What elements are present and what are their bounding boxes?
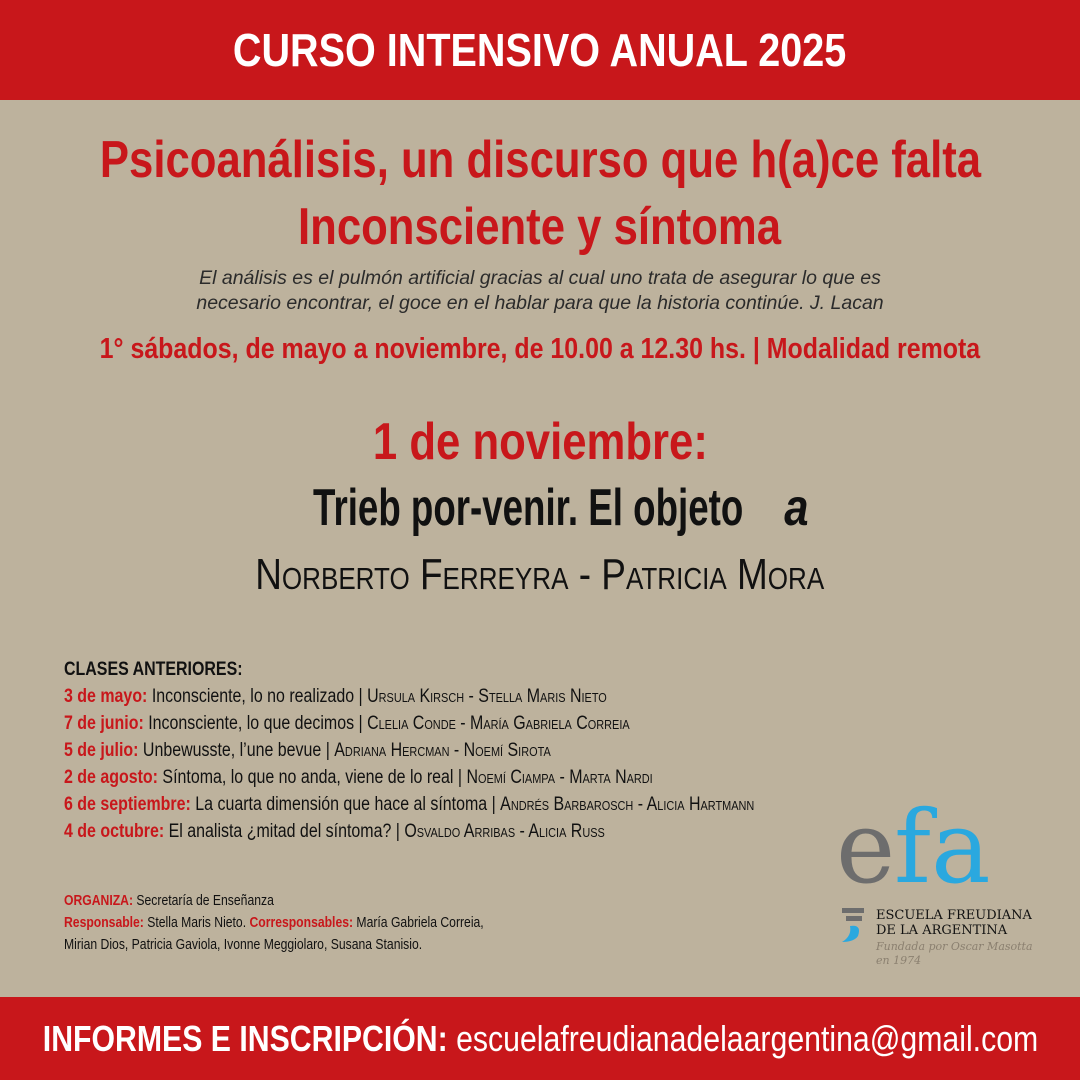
schedule-text: 1° sábados, de mayo a noviembre, de 10.00 a 12.30 hs. | Modalidad remota bbox=[99, 333, 981, 365]
list-item: 3 de mayo: Inconsciente, lo no realizado | Ursula Kirsch - Stella Maris Nieto bbox=[64, 686, 607, 707]
logo-name-line2: DE LA ARGENTINA bbox=[876, 923, 1008, 938]
list-item: 5 de julio: Unbewusste, l’une bevue | Adriana Hercman - Noemí Sirota bbox=[64, 740, 551, 761]
logo-letter-e: e bbox=[836, 789, 896, 906]
list-item: 6 de septiembre: La cuarta dimensión que hace al síntoma | Andrés Barbarosch - Alicia Hartmann bbox=[64, 794, 755, 815]
quote-line1: El análisis es el pulmón artificial gracias al cual uno trata de asegurar lo que es bbox=[199, 267, 881, 289]
header-title: CURSO INTENSIVO ANUAL 2025 bbox=[233, 24, 847, 76]
previous-classes bbox=[64, 656, 824, 845]
list-item: 7 de junio: Inconsciente, lo que decimos | Clelia Conde - María Gabriela Correia bbox=[64, 713, 630, 734]
list-item: 4 de octubre: El analista ¿mitad del síntoma? | Osvaldo Arribas - Alicia Russ bbox=[64, 821, 605, 842]
efa-logo bbox=[836, 770, 1046, 970]
footer-banner bbox=[0, 997, 1080, 1080]
previous-classes-heading: CLASES ANTERIORES: bbox=[64, 659, 243, 680]
header-banner bbox=[0, 0, 1080, 100]
responsables-line: Responsable: Stella Maris Nieto. Corresponsables: María Gabriela Correia, bbox=[64, 915, 484, 931]
logo-emblem-icon bbox=[842, 908, 864, 942]
organiza-line: ORGANIZA: Secretaría de Enseñanza bbox=[64, 893, 274, 909]
topic-italic: a bbox=[783, 479, 809, 537]
logo-founded-line2: en 1974 bbox=[876, 954, 922, 967]
current-class-date: 1 de noviembre: bbox=[372, 413, 708, 471]
corresponsables-line2: Mirian Dios, Patricia Gaviola, Ivonne Meggiolaro, Susana Stanisio. bbox=[64, 937, 423, 953]
course-title-line2: Inconsciente y síntoma bbox=[298, 198, 782, 256]
logo-letters-fa: fa bbox=[894, 789, 991, 906]
course-title-line1: Psicoanálisis, un discurso que h(a)ce falta bbox=[99, 131, 981, 189]
lacan-quote bbox=[0, 266, 1080, 316]
logo-name-line1: ESCUELA FREUDIANA bbox=[876, 908, 1032, 923]
list-item: 2 de agosto: Síntoma, lo que no anda, viene de lo real | Noemí Ciampa - Marta Nardi bbox=[64, 767, 653, 788]
logo-founded-line1: Fundada por Oscar Masotta bbox=[876, 940, 1033, 953]
current-class-speakers: Norberto Ferreyra - Patricia Mora bbox=[255, 550, 825, 599]
footer-label: INFORMES E INSCRIPCIÓN: bbox=[42, 1017, 448, 1059]
organizers bbox=[64, 890, 624, 956]
quote-line2: necesario encontrar, el goce en el hablar para que la historia continúe. J. Lacan bbox=[196, 292, 884, 314]
current-class-topic: Trieb por-venir. El objetoa bbox=[312, 479, 809, 537]
contact-email[interactable]: escuelafreudianadelaargentina@gmail.com bbox=[447, 1017, 1038, 1059]
